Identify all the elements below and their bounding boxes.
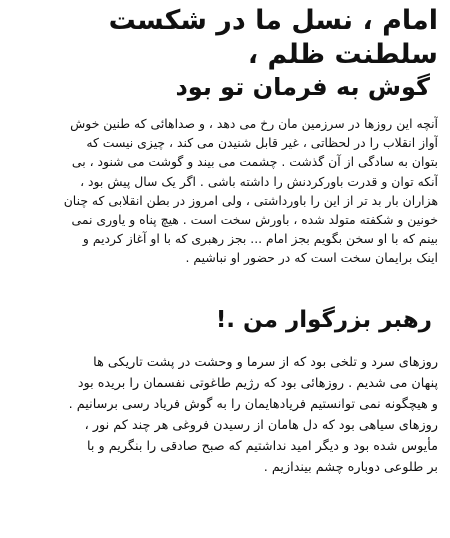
- body-line: مأیوس شده بود و دیگر امید نداشتیم که صبح صادقی را بنگریم و با: [87, 438, 438, 454]
- body-line: روزهای سیاهی بود که دل هامان از رسیدن فروغی هر چند کم نور ،: [84, 417, 438, 433]
- body-paragraph: [10, 352, 438, 478]
- intro-line: اینک برایمان سخت است که در حضور او نباشیم .: [185, 250, 438, 266]
- intro-line: آنکه توان و قدرت باورکردنش را داشته باشی . اگر یک سال پیش بود ،: [80, 173, 438, 189]
- headline-line-1: امام ، نسل ما در شکست سلطنت ظلم ،: [108, 5, 438, 70]
- body-line: پنهان می شدیم . روزهائی بود که رژیم طاغوتی نفسمان را بریده بود: [77, 375, 438, 391]
- subheading: رهبر بزرگوار من .!: [215, 306, 432, 333]
- intro-line: هزاران بار بد تر از این را باورداشتی ، ولی امروز در بطن انقلابی که چنان: [63, 192, 438, 208]
- intro-line: بینم که با او سخن بگویم بجز امام ... بجز رهبری که با او آغاز کردیم و: [82, 231, 438, 247]
- intro-line: آواز انقلاب را در لحظاتی ، غیر قابل شنیدن می کند ، چیزی نیست که: [86, 135, 438, 151]
- body-line: و هیچگونه نمی توانستیم فریادهایمان را به گوش فریاد رسی برسانیم .: [68, 396, 438, 412]
- body-line: روزهای سرد و تلخی بود که از سرما و وحشت در پشت تاریکی ها: [93, 354, 438, 370]
- headline: [10, 4, 438, 102]
- intro-line: بتوان به سادگی از آن گذشت . چشمت می بیند و گوشت می شنود ، بی: [71, 154, 438, 170]
- body-line: بر طلوعی دوباره چشم بیندازیم .: [263, 459, 438, 475]
- headline-line-2: گوش به فرمان تو بود: [175, 73, 430, 101]
- intro-line: خونین و شکفته متولد شده ، باورش سخت است . هیچ پناه و یاوری نمی: [71, 212, 438, 228]
- intro-paragraph: [10, 114, 438, 268]
- intro-line: آنچه این روزها در سرزمین مان رخ می دهد ، و صداهائی که طنین خوش: [70, 116, 438, 131]
